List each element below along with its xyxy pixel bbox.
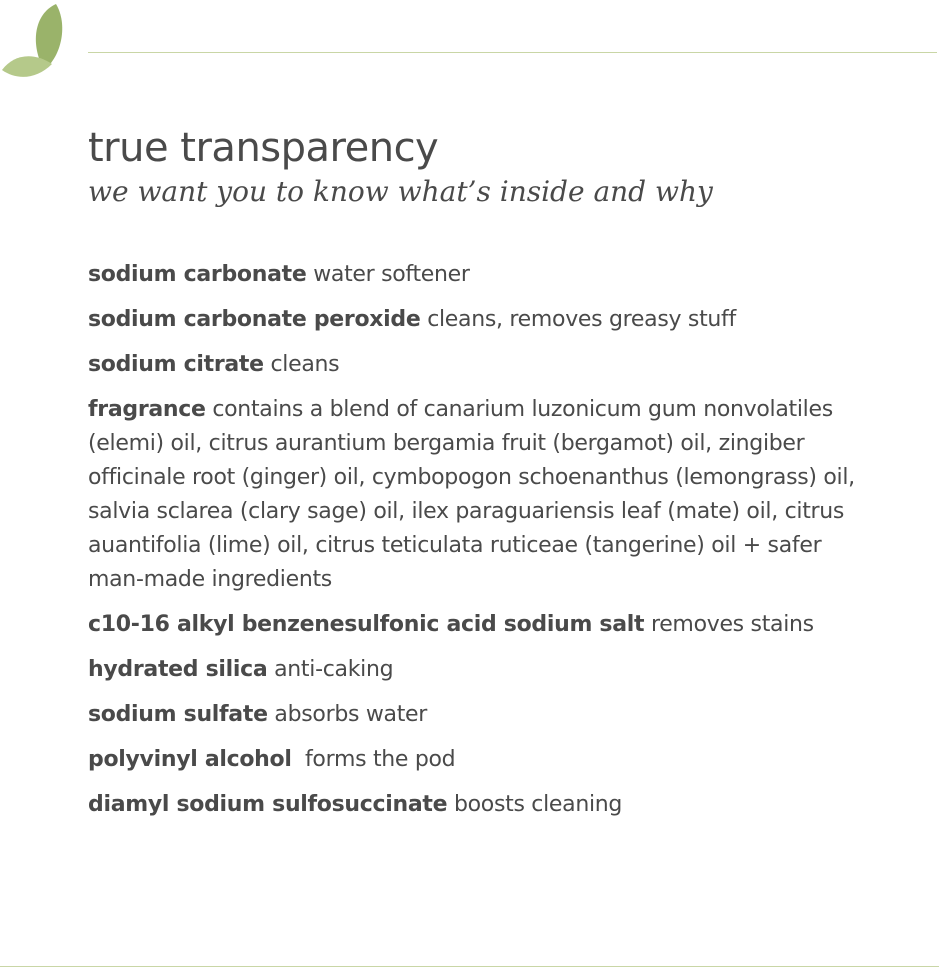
ingredient-name: diamyl sodium sulfosuccinate [88, 792, 448, 817]
ingredient-item [88, 743, 878, 777]
leaf-icon [0, 0, 72, 82]
ingredient-purpose: cleans [270, 352, 340, 377]
ingredient-item [88, 608, 878, 642]
ingredient-name: c10-16 alkyl benzenesulfonic acid sodium salt [88, 612, 645, 637]
ingredient-name: sodium carbonate [88, 262, 307, 287]
ingredient-item [88, 698, 878, 732]
ingredient-item [88, 258, 878, 292]
ingredient-name: hydrated silica [88, 657, 268, 682]
page-title: true transparency [88, 125, 439, 171]
ingredient-purpose: boosts cleaning [453, 792, 623, 817]
ingredient-purpose: absorbs water [274, 702, 428, 727]
ingredient-item [88, 303, 878, 337]
ingredient-purpose: anti-caking [274, 657, 394, 682]
ingredient-purpose: cleans, removes greasy stuff [427, 307, 736, 332]
page-subtitle: we want you to know what’s inside and why [88, 175, 713, 208]
ingredient-item [88, 348, 878, 382]
ingredient-purpose: removes stains [650, 612, 814, 637]
ingredient-item [88, 393, 878, 597]
ingredient-item [88, 653, 878, 687]
ingredient-name: polyvinyl alcohol [88, 747, 292, 772]
top-divider [88, 52, 937, 53]
ingredient-list [88, 258, 878, 833]
bottom-divider [0, 966, 939, 967]
ingredient-name: sodium carbonate peroxide [88, 307, 421, 332]
ingredient-purpose: water softener [313, 262, 470, 287]
ingredient-item [88, 788, 878, 822]
ingredient-name: sodium sulfate [88, 702, 268, 727]
ingredient-name: fragrance [88, 397, 206, 422]
ingredient-name: sodium citrate [88, 352, 264, 377]
ingredient-purpose: contains a blend of canarium luzonicum gum nonvolatiles (elemi) oil, citrus aurantium bergamia fruit (bergamot) oil, zingiber officinale root (ginger) oil, cymbopogon schoenanthus (lemongrass) oil, salvia sclarea (clary sage) oil, ilex paraguariensis leaf (mate) oil, citrus auantifolia (lime) oil, citrus teticulata ruticeae (tangerine) oil + safer man-made ingredients [88, 397, 855, 592]
ingredient-purpose: forms the pod [298, 747, 456, 772]
